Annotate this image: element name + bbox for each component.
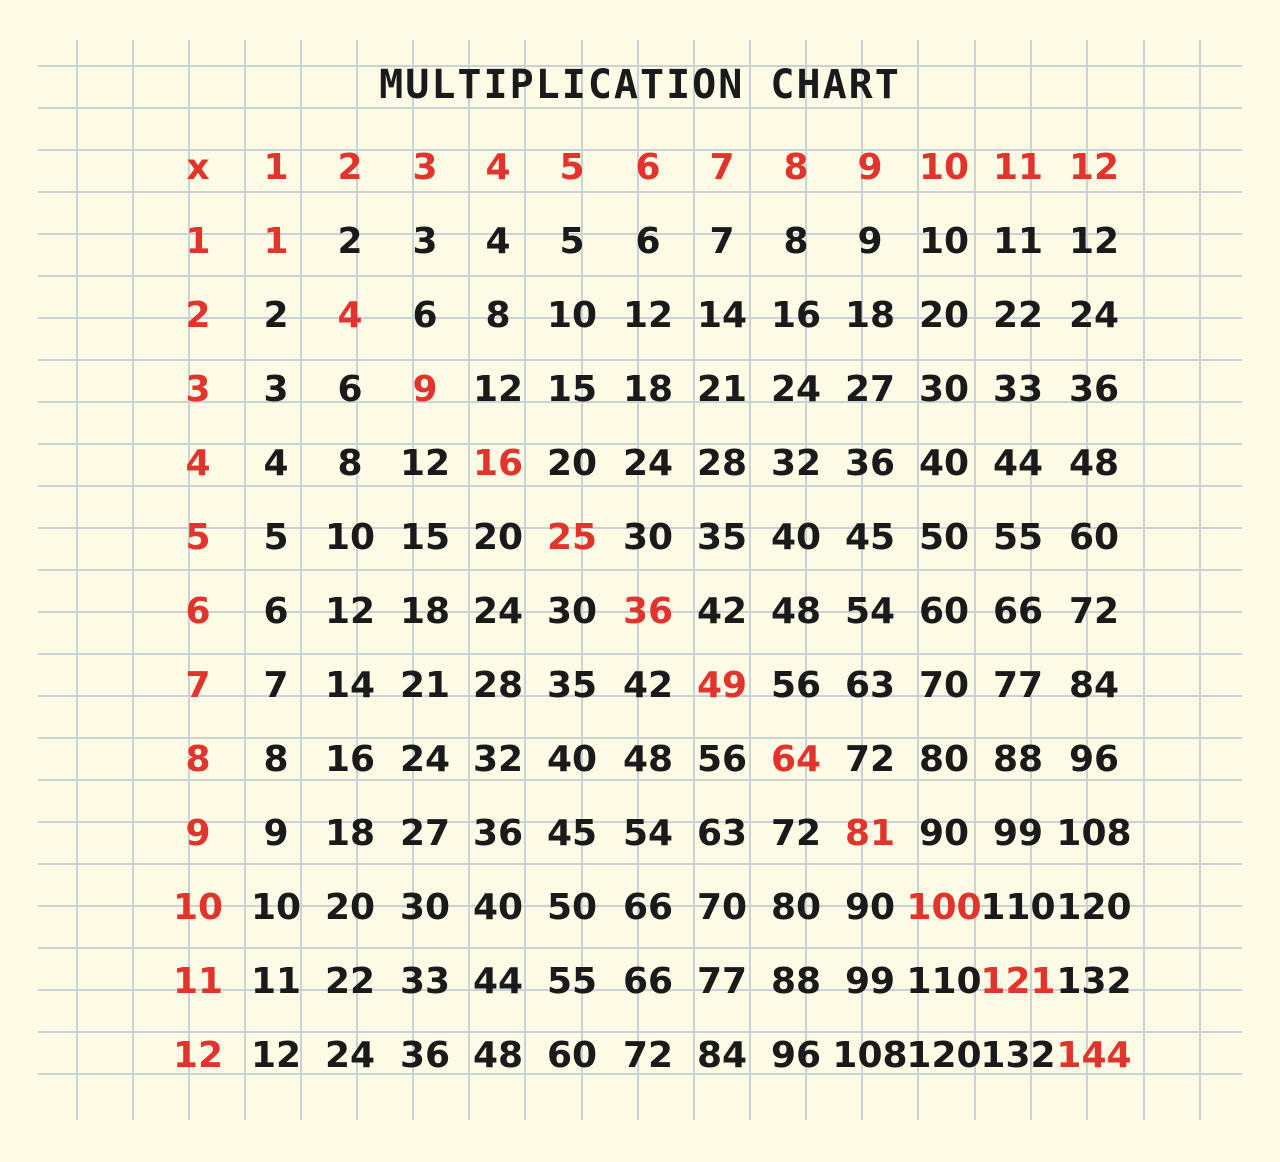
table-cell: 30 bbox=[918, 369, 970, 410]
table-cell: 120 bbox=[906, 1035, 982, 1076]
table-cell: 9 bbox=[263, 813, 289, 854]
table-cell: 28 bbox=[696, 443, 748, 484]
table-cell: 12 bbox=[1068, 221, 1120, 262]
table-cell: 15 bbox=[546, 369, 598, 410]
column-header: 10 bbox=[918, 147, 970, 188]
table-cell: 10 bbox=[918, 221, 970, 262]
diagonal-cell: 49 bbox=[696, 665, 748, 706]
table-cell: 24 bbox=[622, 443, 674, 484]
table-cell: 24 bbox=[399, 739, 451, 780]
table-cell: 60 bbox=[1068, 517, 1120, 558]
table-cell: 84 bbox=[696, 1035, 748, 1076]
table-cell: 56 bbox=[770, 665, 822, 706]
table-cell: 21 bbox=[399, 665, 451, 706]
table-cell: 88 bbox=[770, 961, 822, 1002]
table-cell: 40 bbox=[918, 443, 970, 484]
table-cell: 44 bbox=[992, 443, 1044, 484]
table-cell: 22 bbox=[992, 295, 1044, 336]
table-cell: 6 bbox=[412, 295, 438, 336]
table-cell: 72 bbox=[770, 813, 822, 854]
column-header: 8 bbox=[783, 147, 809, 188]
table-cell: 36 bbox=[399, 1035, 451, 1076]
table-cell: 88 bbox=[992, 739, 1044, 780]
table-cell: 9 bbox=[857, 221, 883, 262]
table-cell: 77 bbox=[696, 961, 748, 1002]
table-cell: 16 bbox=[770, 295, 822, 336]
table-cell: 6 bbox=[263, 591, 289, 632]
table-cell: 45 bbox=[844, 517, 896, 558]
table-cell: 27 bbox=[844, 369, 896, 410]
table-cell: 8 bbox=[263, 739, 289, 780]
table-cell: 33 bbox=[992, 369, 1044, 410]
table-cell: 77 bbox=[992, 665, 1044, 706]
table-cell: 11 bbox=[250, 961, 302, 1002]
table-cell: 7 bbox=[709, 221, 735, 262]
table-cell: 110 bbox=[906, 961, 982, 1002]
table-cell: 32 bbox=[472, 739, 524, 780]
table-cell: 18 bbox=[622, 369, 674, 410]
table-cell: 36 bbox=[844, 443, 896, 484]
table-cell: 5 bbox=[263, 517, 289, 558]
table-cell: 50 bbox=[546, 887, 598, 928]
table-cell: 24 bbox=[1068, 295, 1120, 336]
table-cell: 2 bbox=[263, 295, 289, 336]
table-cell: 10 bbox=[324, 517, 376, 558]
table-cell: 60 bbox=[546, 1035, 598, 1076]
table-cell: 28 bbox=[472, 665, 524, 706]
column-header: 7 bbox=[709, 147, 735, 188]
row-header: 11 bbox=[172, 961, 224, 1002]
table-cell: 16 bbox=[324, 739, 376, 780]
table-cell: 70 bbox=[696, 887, 748, 928]
table-cell: 108 bbox=[1056, 813, 1132, 854]
table-cell: 70 bbox=[918, 665, 970, 706]
table-cell: 63 bbox=[844, 665, 896, 706]
table-cell: 4 bbox=[485, 221, 511, 262]
table-cell: 3 bbox=[263, 369, 289, 410]
table-cell: 30 bbox=[622, 517, 674, 558]
table-cell: 42 bbox=[622, 665, 674, 706]
corner-symbol: x bbox=[186, 147, 210, 188]
table-cell: 44 bbox=[472, 961, 524, 1002]
table-cell: 30 bbox=[399, 887, 451, 928]
table-cell: 54 bbox=[844, 591, 896, 632]
table-cell: 27 bbox=[399, 813, 451, 854]
table-cell: 84 bbox=[1068, 665, 1120, 706]
table-cell: 22 bbox=[324, 961, 376, 1002]
column-header: 4 bbox=[485, 147, 511, 188]
table-cell: 80 bbox=[918, 739, 970, 780]
diagonal-cell: 25 bbox=[546, 517, 598, 558]
table-cell: 40 bbox=[770, 517, 822, 558]
table-cell: 18 bbox=[844, 295, 896, 336]
diagonal-cell: 1 bbox=[263, 221, 289, 262]
table-cell: 5 bbox=[559, 221, 585, 262]
table-cell: 6 bbox=[635, 221, 661, 262]
table-cell: 14 bbox=[696, 295, 748, 336]
table-cell: 50 bbox=[918, 517, 970, 558]
table-cell: 15 bbox=[399, 517, 451, 558]
table-cell: 20 bbox=[546, 443, 598, 484]
table-cell: 2 bbox=[337, 221, 363, 262]
table-cell: 10 bbox=[546, 295, 598, 336]
table-cell: 90 bbox=[844, 887, 896, 928]
table-cell: 8 bbox=[783, 221, 809, 262]
table-cell: 110 bbox=[980, 887, 1056, 928]
table-cell: 48 bbox=[1068, 443, 1120, 484]
diagonal-cell: 121 bbox=[980, 961, 1056, 1002]
row-header: 12 bbox=[172, 1035, 224, 1076]
table-cell: 8 bbox=[485, 295, 511, 336]
table-cell: 36 bbox=[472, 813, 524, 854]
table-cell: 66 bbox=[622, 887, 674, 928]
table-cell: 96 bbox=[770, 1035, 822, 1076]
table-cell: 72 bbox=[1068, 591, 1120, 632]
row-header: 10 bbox=[172, 887, 224, 928]
row-header: 8 bbox=[185, 739, 211, 780]
table-cell: 3 bbox=[412, 221, 438, 262]
column-header: 1 bbox=[263, 147, 289, 188]
table-cell: 54 bbox=[622, 813, 674, 854]
table-cell: 42 bbox=[696, 591, 748, 632]
table-cell: 18 bbox=[324, 813, 376, 854]
diagonal-cell: 81 bbox=[844, 813, 896, 854]
diagonal-cell: 16 bbox=[472, 443, 524, 484]
table-cell: 55 bbox=[546, 961, 598, 1002]
table-cell: 18 bbox=[399, 591, 451, 632]
column-header: 2 bbox=[337, 147, 363, 188]
diagonal-cell: 36 bbox=[622, 591, 674, 632]
table-cell: 66 bbox=[992, 591, 1044, 632]
row-header: 6 bbox=[185, 591, 211, 632]
table-cell: 108 bbox=[832, 1035, 908, 1076]
table-cell: 12 bbox=[472, 369, 524, 410]
diagonal-cell: 64 bbox=[770, 739, 822, 780]
table-cell: 30 bbox=[546, 591, 598, 632]
table-cell: 99 bbox=[992, 813, 1044, 854]
table-cell: 60 bbox=[918, 591, 970, 632]
table-cell: 90 bbox=[918, 813, 970, 854]
table-cell: 11 bbox=[992, 221, 1044, 262]
table-cell: 24 bbox=[770, 369, 822, 410]
row-header: 5 bbox=[185, 517, 211, 558]
table-cell: 35 bbox=[696, 517, 748, 558]
column-header: 5 bbox=[559, 147, 585, 188]
table-cell: 56 bbox=[696, 739, 748, 780]
diagonal-cell: 9 bbox=[412, 369, 438, 410]
row-header: 1 bbox=[185, 221, 211, 262]
column-header: 6 bbox=[635, 147, 661, 188]
table-cell: 4 bbox=[263, 443, 289, 484]
table-cell: 35 bbox=[546, 665, 598, 706]
table-cell: 10 bbox=[250, 887, 302, 928]
table-cell: 33 bbox=[399, 961, 451, 1002]
column-header: 9 bbox=[857, 147, 883, 188]
table-cell: 66 bbox=[622, 961, 674, 1002]
table-cell: 132 bbox=[1056, 961, 1132, 1002]
diagonal-cell: 144 bbox=[1056, 1035, 1132, 1076]
table-cell: 45 bbox=[546, 813, 598, 854]
table-cell: 99 bbox=[844, 961, 896, 1002]
table-cell: 40 bbox=[472, 887, 524, 928]
table-cell: 63 bbox=[696, 813, 748, 854]
table-cell: 12 bbox=[622, 295, 674, 336]
table-cell: 20 bbox=[918, 295, 970, 336]
table-cell: 80 bbox=[770, 887, 822, 928]
table-cell: 48 bbox=[472, 1035, 524, 1076]
table-cell: 40 bbox=[546, 739, 598, 780]
table-cell: 8 bbox=[337, 443, 363, 484]
row-header: 3 bbox=[185, 369, 211, 410]
table-cell: 21 bbox=[696, 369, 748, 410]
table-cell: 72 bbox=[844, 739, 896, 780]
table-cell: 20 bbox=[324, 887, 376, 928]
table-cell: 14 bbox=[324, 665, 376, 706]
table-cell: 48 bbox=[622, 739, 674, 780]
row-header: 9 bbox=[185, 813, 211, 854]
table-cell: 24 bbox=[472, 591, 524, 632]
table-cell: 12 bbox=[250, 1035, 302, 1076]
table-cell: 48 bbox=[770, 591, 822, 632]
column-header: 11 bbox=[992, 147, 1044, 188]
table-cell: 96 bbox=[1068, 739, 1120, 780]
row-header: 2 bbox=[185, 295, 211, 336]
table-cell: 132 bbox=[980, 1035, 1056, 1076]
table-cell: 20 bbox=[472, 517, 524, 558]
table-cell: 12 bbox=[324, 591, 376, 632]
diagonal-cell: 100 bbox=[906, 887, 982, 928]
row-header: 4 bbox=[185, 443, 211, 484]
table-cell: 12 bbox=[399, 443, 451, 484]
table-cell: 36 bbox=[1068, 369, 1120, 410]
table-cell: 6 bbox=[337, 369, 363, 410]
row-header: 7 bbox=[185, 665, 211, 706]
table-cell: 72 bbox=[622, 1035, 674, 1076]
column-header: 12 bbox=[1068, 147, 1120, 188]
table-cell: 120 bbox=[1056, 887, 1132, 928]
diagonal-cell: 4 bbox=[337, 295, 363, 336]
column-header: 3 bbox=[412, 147, 438, 188]
chart-title: MULTIPLICATION CHART bbox=[379, 62, 901, 108]
table-cell: 24 bbox=[324, 1035, 376, 1076]
table-cell: 7 bbox=[263, 665, 289, 706]
table-cell: 55 bbox=[992, 517, 1044, 558]
table-cell: 32 bbox=[770, 443, 822, 484]
